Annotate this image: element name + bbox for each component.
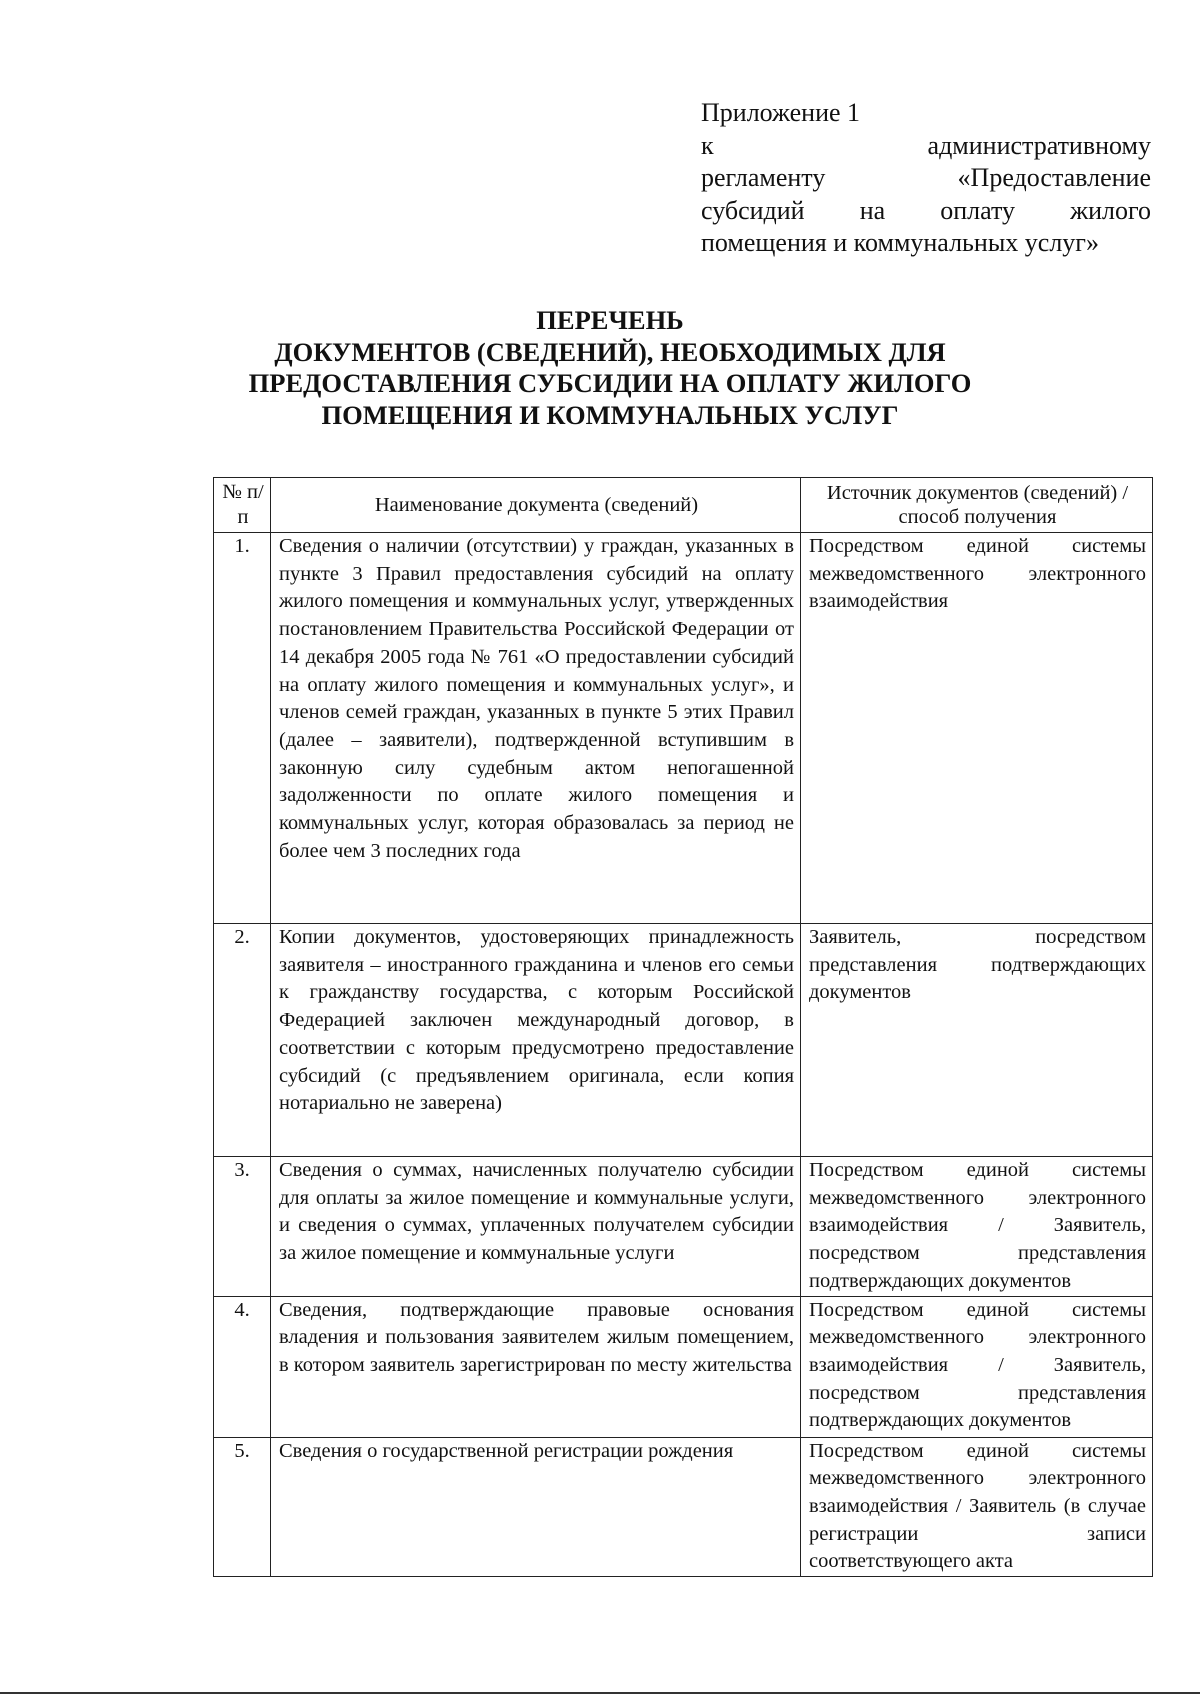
appendix-line: субсидий на оплату жилого (701, 195, 1151, 225)
appendix-line: регламенту «Предоставление (701, 163, 1151, 192)
row-number: 4. (214, 1296, 271, 1437)
table-row (214, 1437, 1153, 1577)
table-row (214, 533, 1153, 924)
header-document-name: Наименование документа (сведений) (271, 478, 801, 533)
appendix-line: Приложение 1 (701, 98, 861, 127)
title-line: ПЕРЕЧЕНЬ (536, 305, 684, 335)
row-document-name: Сведения о суммах, начисленных получателю субсидии для оплаты за жилое помещение и коммунальные услуги, и сведения о суммах, уплаченных получателем субсидии за жилое помещение и коммунальные услуги (271, 1157, 801, 1297)
title-line: ПРЕДОСТАВЛЕНИЯ СУБСИДИИ НА ОПЛАТУ ЖИЛОГО (248, 368, 972, 398)
row-number: 2. (214, 924, 271, 1157)
appendix-reference (701, 97, 1151, 260)
row-document-name: Сведения о государственной регистрации рождения (271, 1437, 801, 1577)
row-number: 3. (214, 1157, 271, 1297)
table-row (214, 924, 1153, 1157)
page-bottom-divider (0, 1692, 1200, 1694)
documents-table (213, 477, 1153, 1577)
row-source: Посредством единой системы межведомственного электронного взаимодействия / Заявитель (в случае регистрации записи соответствующего акта (801, 1437, 1153, 1577)
row-number: 5. (214, 1437, 271, 1577)
row-number: 1. (214, 533, 271, 924)
appendix-line: помещения и коммунальных услуг» (701, 228, 1099, 257)
header-source: Источник документов (сведений) / способ получения (801, 478, 1153, 533)
row-source: Заявитель, посредством представления подтверждающих документов (801, 924, 1153, 1157)
table-row (214, 1296, 1153, 1437)
row-source: Посредством единой системы межведомственного электронного взаимодействия / Заявитель, посредством представления подтверждающих документов (801, 1157, 1153, 1297)
row-source: Посредством единой системы межведомственного электронного взаимодействия / Заявитель, посредством представления подтверждающих документов (801, 1296, 1153, 1437)
document-title (150, 305, 1070, 431)
title-line: ДОКУМЕНТОВ (СВЕДЕНИЙ), НЕОБХОДИМЫХ ДЛЯ (274, 336, 946, 367)
table-row (214, 1157, 1153, 1297)
row-source: Посредством единой системы межведомственного электронного взаимодействия (801, 533, 1153, 924)
title-line: ПОМЕЩЕНИЯ И КОММУНАЛЬНЫХ УСЛУГ (321, 399, 899, 430)
row-document-name: Сведения, подтверждающие правовые основания владения и пользования заявителем жилым помещением, в котором заявитель зарегистрирован по месту жительства (271, 1296, 801, 1437)
table-header-row (214, 478, 1153, 533)
appendix-line: к административному (701, 130, 1151, 160)
row-document-name: Сведения о наличии (отсутствии) у граждан, указанных в пункте 3 Правил предоставления субсидий на оплату жилого помещения и коммунальных услуг, утвержденных постановлением Правительства Российской Федерации от 14 декабря 2005 года № 761 «О предоставлении субсидий на оплату жилого помещения и коммунальных услуг», и членов семей граждан, указанных в пункте 5 этих Правил (далее – заявители), подтвержденной вступившим в законную силу судебным актом непогашенной задолженности по оплате жилого помещения и коммунальных услуг, которая образовалась за период не более чем 3 последних года (271, 533, 801, 924)
header-number: № п/п (214, 478, 271, 533)
row-document-name: Копии документов, удостоверяющих принадлежность заявителя – иностранного гражданина и членов его семьи к гражданству государства, с которым Российской Федерацией заключен международный договор, в соответствии с которым предусмотрено предоставление субсидий (с предъявлением оригинала, если копия нотариально не заверена) (271, 924, 801, 1157)
